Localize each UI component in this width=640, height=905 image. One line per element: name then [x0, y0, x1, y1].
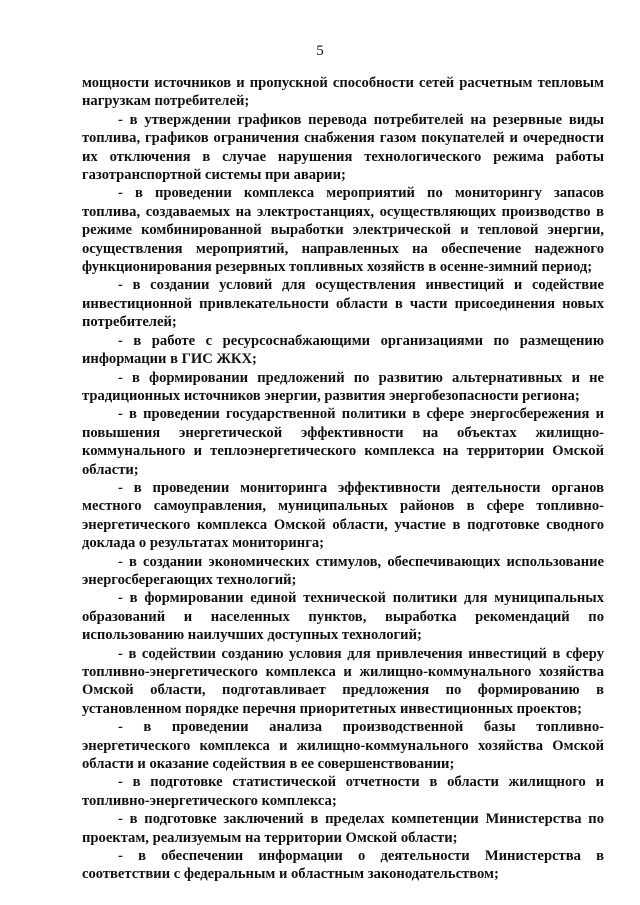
paragraph-production-base-analysis: - в проведении анализа производственной базы топливно-энергетического комплекса и жилищно-коммунального хозяйства Омской области и оказание содействия в ее совершенствовании; — [82, 719, 604, 773]
page-number: 5 — [316, 43, 324, 59]
paragraph-reserve-fuel-schedules: - в утверждении графиков перевода потребителей на резервные виды топлива, графиков ограничения снабжения газом покупателей и очередности их отключения в случае нарушения технологического режима работы газотранспортной системы при аварии; — [82, 111, 604, 184]
paragraph-energy-saving-policy: - в проведении государственной политики в сфере энергосбережения и повышения энергетической эффективности на объектах жилищно-коммунального и теплоэнергетического комплекса на территории Омской области; — [82, 406, 604, 478]
paragraph-economic-incentives: - в создании экономических стимулов, обеспечивающих использование энергосберегающих технологий; — [82, 553, 604, 588]
paragraph-technical-policy: - в формировании единой технической политики для муниципальных образований и населенных пунктов, выработка рекомендаций по использованию наилучших доступных технологий; — [82, 590, 604, 644]
paragraph-investment-conditions: - в создании условий для осуществления инвестиций и содействие инвестиционной привлекательности области в части присоединения новых потребителей; — [82, 277, 604, 331]
paragraph-continuation: мощности источников и пропускной способности сетей расчетным тепловым нагрузкам потребителей; — [82, 75, 604, 110]
paragraph-gis-zhkh: - в работе с ресурсоснабжающими организациями по размещению информации в ГИС ЖКХ; — [82, 332, 604, 368]
paragraph-project-conclusions: - в подготовке заключений в пределах компетенции Министерства по проектам, реализуемым на территории Омской области; — [82, 811, 604, 846]
paragraph-efficiency-monitoring: - в проведении мониторинга эффективности деятельности органов местного самоуправления, муниципальных районов в сфере топливно-энергетического комплекса Омской области, участие в подготовке сводного доклада о результатах мониторинга; — [82, 479, 604, 552]
paragraph-fuel-reserves-monitoring: - в проведении комплекса мероприятий по мониторингу запасов топлива, создаваемых на электростанциях, осуществляющих производство в режиме комбинированной выработки электрической и тепловой энергии, осуществления мероприятий, направленных на обеспечение надежного функционирования резервных топливных хозяйств в осенне-зимний период; — [82, 185, 604, 276]
paragraph-investment-attraction: - в содействии созданию условия для привлечения инвестиций в сферу топливно-энергетического комплекса и жилищно-коммунального хозяйства Омской области, подготавливает предложения по формированию в установленном порядке перечня приоритетных инвестиционных проектов; — [82, 645, 604, 717]
document-body — [82, 74, 604, 884]
paragraph-statistical-reporting: - в подготовке статистической отчетности в области жилищного и топливно-энергетического комплекса; — [82, 774, 604, 809]
paragraph-alternative-energy: - в формировании предложений по развитию альтернативных и не традиционных источников энергии, развития энергобезопасности региона; — [82, 369, 604, 404]
paragraph-information-provision: - в обеспечении информации о деятельности Министерства в соответствии с федеральным и областным законодательством; — [82, 848, 604, 883]
